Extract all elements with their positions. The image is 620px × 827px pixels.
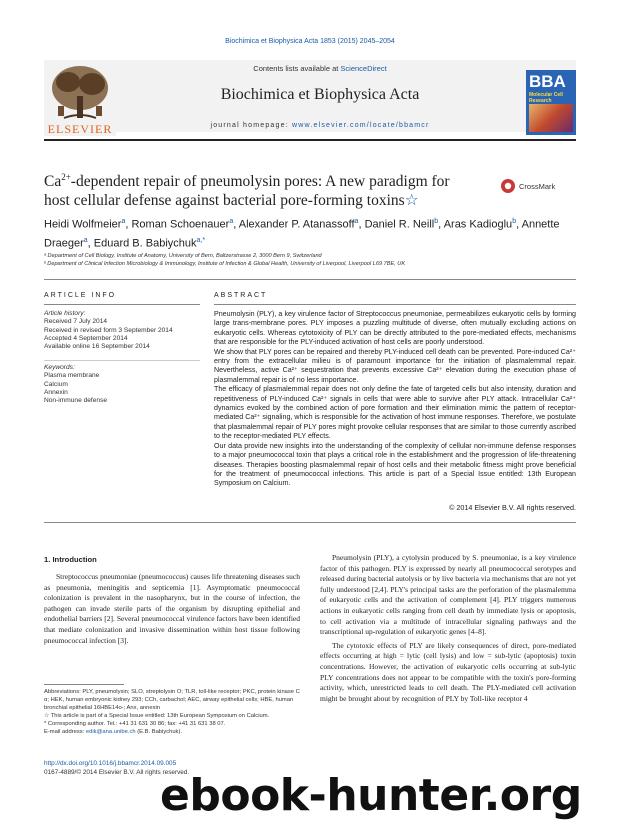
elsevier-wordmark: ELSEVIER xyxy=(47,122,113,136)
keyword-item: Calcium xyxy=(44,380,68,388)
contents-prefix: Contents lists available at xyxy=(253,64,341,73)
author-affiliation-marker[interactable]: a,* xyxy=(196,236,206,244)
abstract-bottom-rule xyxy=(44,522,576,523)
email-label: E-mail address: xyxy=(44,729,86,735)
footnote-rule xyxy=(44,684,124,685)
author-separator: , xyxy=(516,218,522,231)
abstract-body xyxy=(214,310,576,489)
cover-subtitle: Molecular Cell Research xyxy=(529,92,563,104)
journal-homepage xyxy=(120,122,520,129)
abstract-paragraph: Our data provide new insights into the understanding of the complexity of cellular non-immune defense responses to a major pneumococcal toxin that plays a critical role in the establishment and the progression of life-threatening diseases. Therapies boosting plasmalemmal repair of host cells and their metabolic fitness might prove beneficial for the treatment of pneumococcal infections. This article is part of a Special Issue entitled: 13th European Symposium on Calcium. xyxy=(214,441,576,488)
author-affiliation-marker[interactable]: a xyxy=(83,236,88,244)
author-affiliation-marker[interactable]: a xyxy=(121,218,126,225)
intro-paragraph: The cytotoxic effects of PLY are likely consequences of direct, pore-mediated effects occurring at high = lytic (cell lysis) and low = sub-lytic (apoptosis) toxin concentrations. However, the activation of eukaryotic cells occurring at sub-lytic PLY concentrations does not appear to be compatible with the toxin's pore-forming activity, which, unrestricted leads to cell death. The PLY-mediated cell activation might be brought about by recognition of PLY by Toll-like receptor 4 xyxy=(320,640,576,703)
affiliation-a: ᵃ Department of Cell Biology, Institute of Anatomy, University of Bern, Baltzerstrasse 2, 3000 Bern 9, Switzerland xyxy=(44,253,322,259)
journal-reference[interactable]: Biochimica et Biophysica Acta 1853 (2015) 2045–2054 xyxy=(225,38,395,45)
info-rule xyxy=(44,304,200,305)
issn-rights: 0167-4889/© 2014 Elsevier B.V. All rights reserved. xyxy=(44,768,190,776)
info-divider xyxy=(44,360,200,361)
header-rule xyxy=(44,139,576,141)
intro-paragraph: Streptococcus pneumoniae (pneumococcus) causes life threatening diseases such as pneumonia, meningitis and septicemia [1]. Asymptomatic pneumococcal colonization is prevalent in the nasopharynx, but in the course of infection, the pathogen can invade sterile parts of the organism by disrupting epithelial and endothelial barriers [2]. Several pneumococcal virulence factors have been identified that mediate colonization and invasive dissemination within host tissue following pneumococcal infection [3]. xyxy=(44,572,300,645)
article-info-heading: ARTICLE INFO xyxy=(44,292,117,299)
affiliation-b: ᵇ Department of Clinical Infection Microbiology & Immunology, Institute of Infection & Global Health, University of Liverpool, Liverpool L69 7BE, UK xyxy=(44,261,406,267)
author-name[interactable]: Heidi Wolfmeier xyxy=(44,218,122,231)
corresponding-footnote: * Corresponding author. Tel.: +41 31 631 30 86; fax: +41 31 631 38 07. xyxy=(44,721,226,727)
keywords-block xyxy=(44,364,204,405)
journal-cover-thumbnail[interactable] xyxy=(526,70,576,135)
abstract-heading: ABSTRACT xyxy=(214,292,268,299)
author-affiliation-marker[interactable]: b xyxy=(434,218,439,225)
email-suffix: (E.B. Babiychuk). xyxy=(135,729,183,735)
author-separator: , xyxy=(438,218,444,231)
title-part1: Ca xyxy=(44,173,62,191)
crossmark-label: CrossMark xyxy=(519,182,556,191)
author-name[interactable]: Roman Schoenauer xyxy=(131,218,230,231)
abbreviations-footnote: Abbreviations: PLY, pneumolysin; SLO, streptolysin O; TLR, toll-like receptor; PKC, protein kinase C α; HEK, human embryonic kidney 293; CCh, carbachol; AEC, airway epithelial cells; HBE, human bronchial epithelial 16HBE14o-; Anx, annexin xyxy=(44,689,300,711)
author-name[interactable]: Alexander P. Atanassoff xyxy=(238,218,355,231)
abstract-paragraph: We show that PLY pores can be repaired and thereby PLY-induced cell death can be prevented. Pore-induced Ca²⁺ entry from the extracellular milieu is of paramount importance for the initiation of plasmalemmal repair. Nevertheless, active Ca²⁺ sequestration that prevents excessive Ca²⁺ elevation during the execution phase of plasmalemmal repair is of no less importance. xyxy=(214,347,576,384)
affiliation-rule xyxy=(44,279,576,280)
title-superscript: 2+ xyxy=(61,172,71,182)
history-online: Available online 16 September 2014 xyxy=(44,343,150,351)
cover-title: BBA xyxy=(529,72,566,91)
crossmark-badge[interactable] xyxy=(500,178,576,194)
homepage-link[interactable]: www.elsevier.com/locate/bbamcr xyxy=(291,122,430,129)
footnotes xyxy=(44,688,300,736)
sciencedirect-link[interactable]: ScienceDirect xyxy=(340,64,387,73)
abstract-paragraph: The efficacy of plasmalemmal repair does not only define the fate of targeted cells but also intensity, duration and repetitiveness of PLY-induced Ca²⁺ signals in cells that were able to survive after PLY attack. Intracellular Ca²⁺ dynamics evoked by the combined action of pore formation and their elimination mimic the pattern of receptor-mediated Ca²⁺ signaling, which is responsible for the activation of host immune responses. Therefore, we postulate that plasmalemmal repair of PLY pores might provoke cellular responses that are similar to those currently ascribed to the receptor-mediated PLY effects. xyxy=(214,385,576,441)
email-footnote xyxy=(44,728,300,736)
history-label: Article history: xyxy=(44,310,86,317)
author-separator: , xyxy=(233,218,239,231)
author-affiliation-marker[interactable]: b xyxy=(512,218,517,225)
author-name[interactable]: Annette Draeger xyxy=(44,218,560,250)
intro-left-column xyxy=(44,572,300,646)
introduction-heading: 1. Introduction xyxy=(44,555,97,564)
title-footnote-star[interactable]: ☆ xyxy=(404,192,419,210)
author-name[interactable]: Aras Kadioglu xyxy=(443,218,513,231)
special-issue-footnote: ☆ This article is part of a Special Issue entitled: 13th European Symposium on Calcium. xyxy=(44,713,270,719)
intro-paragraph: Pneumolysin (PLY), a cytolysin produced by S. pneumoniae, is a key virulence factor of this pathogen. PLY is expressed by nearly all pneumococcal serotypes and released during bacterial autolysis or by live bacteria via mechanisms that are not yet fully understood [2,4]. PLY's principal tasks are the perforation of the plasmalemma of eukaryotic cells and the activation of complement [4]. PLY triggers numerous actions in eukaryotic cells ranging from cell death by immediate lysis or apoptosis, to cell activation via a multitude of intracellular signaling pathways and the transcriptional up-regulation of eukaryotic genes [4–8]. xyxy=(320,553,576,637)
author-name[interactable]: Daniel R. Neill xyxy=(364,218,435,231)
title-part2: -dependent repair of pneumolysin pores: A new paradigm for host cellular defense against bacterial pore-forming toxins xyxy=(44,173,450,210)
abstract-paragraph: Pneumolysin (PLY), a key virulence factor of Streptococcus pneumoniae, permeabilizes eukaryotic cells by forming large trans-membrane pores. PLY imposes a puzzling multitude of diverse, often mutually excluding actions on eukaryotic cells. Whereas cytotoxicity of PLY can be directly attributed to the pore-mediated effects, mechanisms that are responsible for the PLY-induced activation of host cells are poorly understood. xyxy=(214,310,576,347)
journal-title: Biochimica et Biophysica Acta xyxy=(220,86,420,103)
article-history xyxy=(44,310,204,351)
homepage-prefix: journal homepage: xyxy=(210,122,292,129)
history-accepted: Accepted 4 September 2014 xyxy=(44,334,128,342)
keyword-item: Plasma membrane xyxy=(44,372,100,380)
author-affiliation-marker[interactable]: a xyxy=(229,218,234,225)
cover-image xyxy=(529,104,573,132)
watermark-text: ebook-hunter.org xyxy=(160,770,582,821)
keyword-item: Annexin xyxy=(44,388,68,396)
author-separator: , xyxy=(358,218,365,231)
author-affiliation-marker[interactable]: a xyxy=(354,218,359,225)
abstract-rule xyxy=(214,304,576,305)
history-revised: Received in revised form 3 September 2014 xyxy=(44,326,173,334)
article-title xyxy=(44,168,474,210)
author-list xyxy=(44,214,576,251)
contents-availability xyxy=(120,64,520,73)
doi-link[interactable]: http://dx.doi.org/10.1016/j.bbamcr.2014.09.005 xyxy=(44,760,177,767)
history-received: Received 7 July 2014 xyxy=(44,318,108,326)
intro-right-column xyxy=(320,553,576,704)
abstract-copyright: © 2014 Elsevier B.V. All rights reserved. xyxy=(449,503,576,512)
author-name[interactable]: Eduard B. Babiychuk xyxy=(93,237,197,250)
author-separator: , xyxy=(125,218,132,231)
keywords-label: Keywords: xyxy=(44,364,75,371)
email-link[interactable]: edik@ana.unibe.ch xyxy=(85,729,136,735)
author-separator: , xyxy=(87,237,94,250)
keyword-item: Non-immune defense xyxy=(44,397,108,405)
